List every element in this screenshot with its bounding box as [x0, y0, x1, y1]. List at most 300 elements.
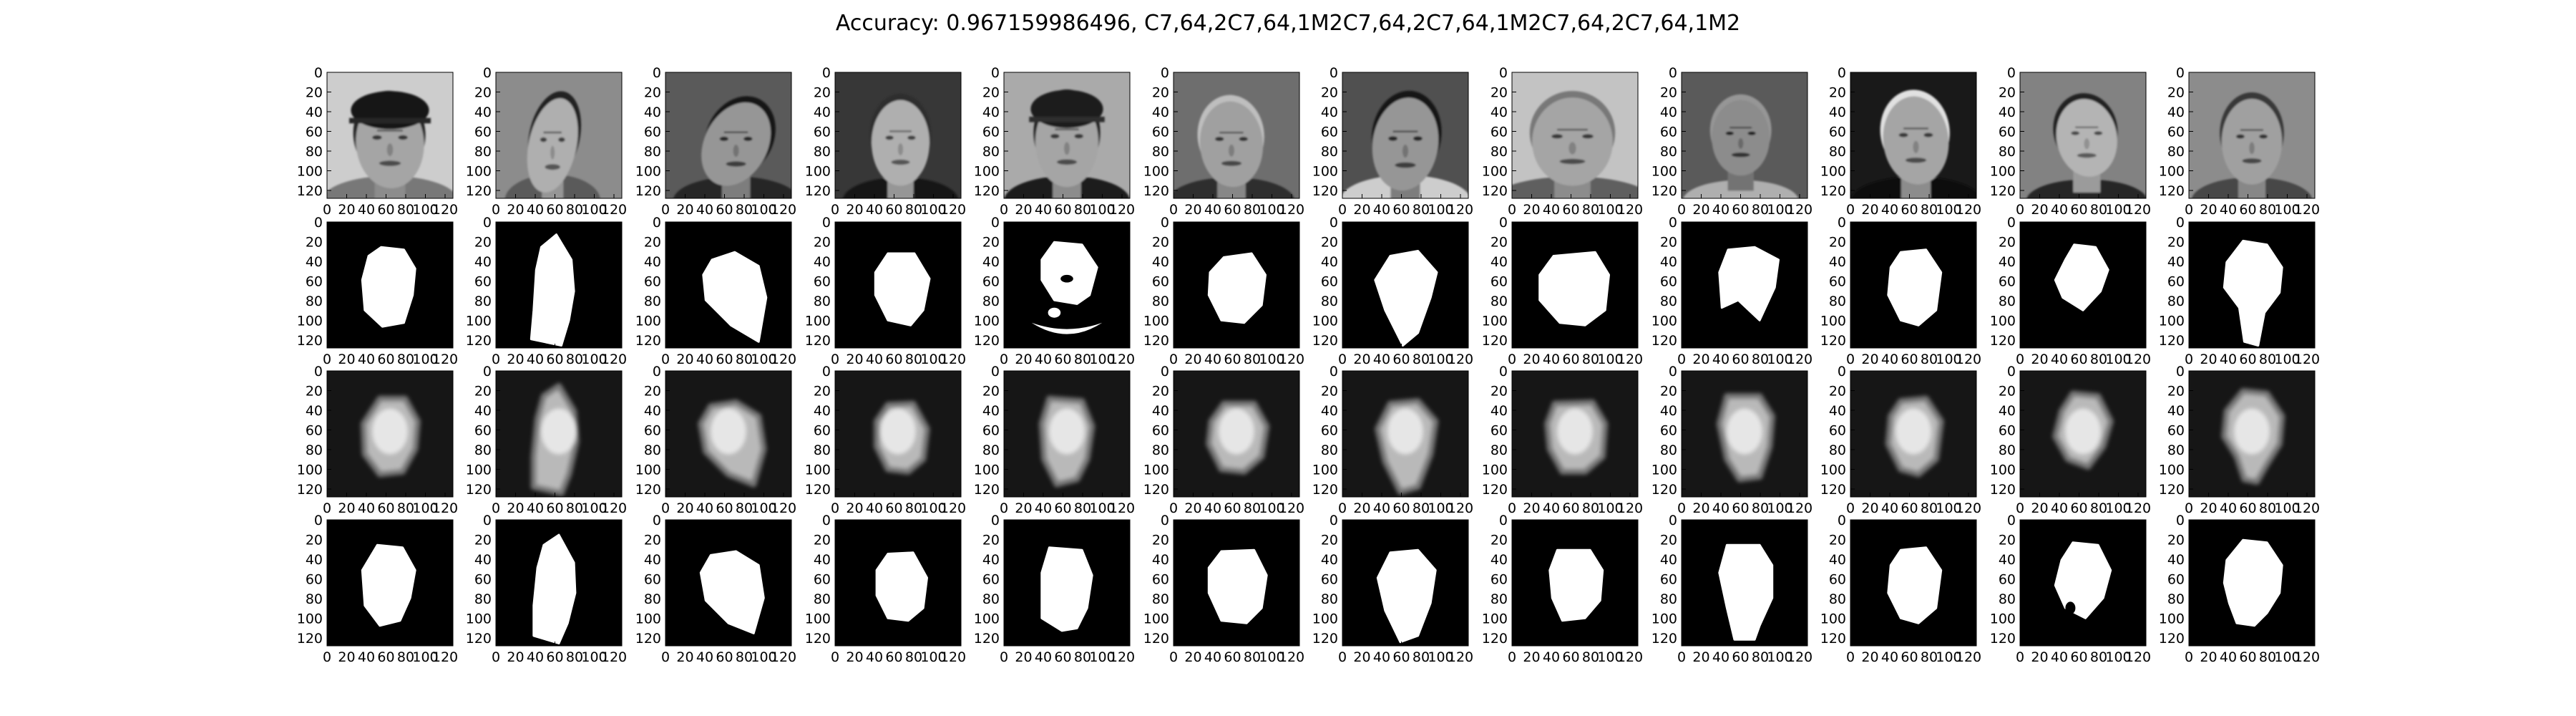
photo-eye-right — [558, 137, 565, 142]
photo-eye-left — [885, 135, 893, 140]
x-tick-label: 0 — [1507, 352, 1517, 367]
x-tick-label: 40 — [2050, 500, 2069, 516]
y-tick-label: 0 — [313, 215, 323, 231]
x-tick-label: 0 — [660, 352, 670, 367]
panel-image — [835, 520, 961, 646]
panel-image — [835, 222, 961, 348]
x-tick-label: 120 — [431, 500, 459, 516]
y-tick-label: 60 — [982, 124, 1000, 140]
y-tick-label: 60 — [982, 422, 1000, 439]
y-tick-label: 80 — [813, 591, 831, 607]
x-tick-label: 0 — [1337, 202, 1347, 218]
x-tick-label: 20 — [846, 649, 864, 665]
x-tick-label: 40 — [865, 500, 884, 516]
x-tick-label: 60 — [377, 352, 395, 367]
photo-eye-right — [1239, 137, 1248, 141]
panel-r1-c4-photo — [805, 65, 966, 224]
y-tick-label: 80 — [1320, 591, 1338, 607]
x-tick-label: 20 — [1015, 500, 1033, 516]
y-tick-label: 100 — [973, 163, 1000, 180]
y-tick-label: 120 — [804, 183, 831, 199]
x-tick-label: 20 — [1692, 202, 1710, 218]
y-tick-label: 40 — [2167, 403, 2185, 419]
panel-r1-c1-photo — [297, 65, 458, 226]
x-tick-label: 80 — [735, 649, 753, 665]
y-tick-label: 20 — [1998, 383, 2016, 400]
x-tick-label: 100 — [920, 500, 947, 516]
y-tick-label: 20 — [1320, 84, 1338, 101]
y-tick-label: 40 — [1320, 254, 1338, 270]
photo-mouth — [379, 160, 401, 166]
x-tick-label: 0 — [1507, 202, 1517, 218]
panel-image — [665, 222, 791, 348]
panel-image — [2020, 222, 2146, 348]
panel-image — [1174, 371, 1299, 497]
y-tick-label: 0 — [990, 513, 1000, 528]
x-tick-label: 20 — [1523, 649, 1541, 665]
y-tick-label: 80 — [474, 294, 492, 309]
y-tick-label: 60 — [474, 571, 492, 588]
x-tick-label: 40 — [1372, 202, 1391, 218]
y-tick-label: 120 — [1989, 631, 2016, 647]
y-tick-label: 100 — [635, 163, 661, 180]
x-tick-label: 100 — [1089, 352, 1116, 367]
y-tick-label: 20 — [1151, 383, 1169, 400]
x-tick-label: 0 — [1507, 649, 1517, 665]
x-tick-label: 60 — [1732, 500, 1750, 516]
x-tick-label: 0 — [1337, 500, 1347, 516]
x-tick-label: 120 — [1955, 352, 1982, 367]
y-tick-label: 40 — [643, 552, 661, 568]
x-tick-label: 80 — [904, 649, 923, 665]
y-tick-label: 0 — [1160, 513, 1169, 528]
y-tick-label: 0 — [652, 364, 661, 379]
x-tick-label: 20 — [507, 352, 525, 367]
x-tick-label: 60 — [1901, 202, 1918, 218]
y-tick-label: 60 — [474, 422, 492, 439]
y-tick-label: 120 — [973, 333, 1000, 349]
photo-brows — [1903, 127, 1928, 130]
y-tick-label: 80 — [1490, 294, 1508, 309]
x-tick-label: 40 — [696, 500, 714, 516]
y-tick-label: 100 — [804, 462, 831, 478]
x-tick-label: 100 — [751, 649, 777, 665]
y-tick-label: 0 — [2175, 65, 2185, 81]
y-tick-label: 100 — [1312, 462, 1338, 478]
y-tick-label: 80 — [1998, 144, 2016, 160]
y-tick-label: 0 — [1498, 513, 1508, 528]
x-tick-label: 100 — [1767, 649, 1793, 665]
y-tick-label: 0 — [2006, 65, 2016, 81]
x-tick-label: 0 — [2015, 352, 2025, 367]
y-tick-label: 120 — [804, 631, 831, 647]
panel-r1-c9-photo — [1652, 65, 1813, 222]
panel-r3-c11-pred — [1990, 364, 2151, 516]
x-tick-label: 60 — [2070, 202, 2088, 218]
y-tick-label: 120 — [635, 333, 661, 349]
x-tick-label: 0 — [2184, 352, 2194, 367]
x-tick-label: 0 — [2015, 500, 2025, 516]
x-tick-label: 100 — [2105, 202, 2132, 218]
prob-core — [1557, 409, 1592, 454]
y-tick-label: 100 — [1312, 313, 1338, 329]
x-tick-label: 120 — [2124, 352, 2152, 367]
panel-r2-c10-truth — [1820, 215, 1981, 367]
y-tick-label: 80 — [1828, 442, 1846, 458]
x-tick-label: 0 — [491, 202, 501, 218]
y-tick-label: 60 — [1998, 274, 2016, 290]
x-tick-label: 120 — [1955, 649, 1982, 665]
y-tick-label: 20 — [1659, 383, 1677, 400]
y-tick-label: 120 — [973, 482, 1000, 498]
y-tick-label: 80 — [1998, 442, 2016, 458]
x-tick-label: 100 — [1259, 500, 1285, 516]
y-tick-label: 60 — [1151, 274, 1169, 290]
x-tick-label: 80 — [1751, 352, 1770, 367]
y-tick-label: 40 — [1151, 105, 1169, 120]
y-tick-label: 120 — [296, 482, 323, 498]
photo-brows — [2240, 129, 2263, 130]
y-tick-label: 80 — [1151, 144, 1169, 160]
x-tick-label: 120 — [1447, 500, 1474, 516]
x-tick-label: 20 — [676, 500, 694, 516]
y-tick-label: 120 — [804, 482, 831, 498]
x-tick-label: 40 — [1372, 500, 1391, 516]
y-tick-label: 100 — [1481, 313, 1508, 329]
y-tick-label: 0 — [1160, 215, 1169, 231]
photo-brows — [1055, 128, 1078, 130]
x-tick-label: 60 — [1562, 202, 1580, 218]
y-tick-label: 80 — [1490, 591, 1508, 607]
y-tick-label: 20 — [474, 383, 492, 400]
y-tick-label: 60 — [643, 422, 661, 439]
panel-r3-c8-pred — [1482, 364, 1643, 516]
x-tick-label: 60 — [1392, 500, 1410, 516]
x-tick-label: 20 — [2200, 500, 2218, 516]
x-tick-label: 40 — [526, 352, 545, 367]
panel-r4-c7-mask — [1312, 513, 1473, 665]
y-tick-label: 120 — [1481, 482, 1508, 498]
y-tick-label: 0 — [482, 513, 492, 528]
photo-eye-left — [1388, 136, 1397, 141]
x-tick-label: 40 — [1542, 500, 1561, 516]
x-tick-label: 20 — [1184, 352, 1202, 367]
y-tick-label: 100 — [465, 462, 492, 478]
panel-r3-c1-pred — [297, 364, 458, 516]
photo-eye-left — [1215, 137, 1224, 141]
panel-r2-c8-truth — [1482, 215, 1643, 367]
y-tick-label: 100 — [1481, 462, 1508, 478]
panel-image — [835, 371, 961, 497]
panel-image — [1512, 371, 1638, 497]
y-tick-label: 80 — [1151, 442, 1169, 458]
y-tick-label: 20 — [643, 532, 661, 548]
y-tick-label: 120 — [635, 482, 661, 498]
x-tick-label: 40 — [2050, 202, 2069, 218]
panel-r3-c4-pred — [805, 364, 966, 516]
y-tick-label: 100 — [1820, 313, 1846, 329]
prob-core — [1727, 409, 1762, 454]
photo-nose — [2084, 138, 2090, 149]
x-tick-label: 40 — [1204, 352, 1222, 367]
photo-eye-left — [2071, 131, 2079, 135]
x-tick-label: 100 — [412, 649, 439, 665]
y-tick-label: 0 — [482, 364, 492, 379]
prob-core — [1219, 409, 1254, 454]
y-tick-label: 100 — [804, 313, 831, 329]
y-tick-label: 120 — [296, 631, 323, 647]
x-tick-label: 100 — [1767, 500, 1793, 516]
panel-r3-c12-pred — [2159, 364, 2320, 516]
x-tick-label: 80 — [1243, 352, 1262, 367]
photo-mouth — [1906, 158, 1926, 163]
y-tick-label: 120 — [1143, 482, 1169, 498]
panel-r4-c10-mask — [1820, 513, 1981, 665]
x-tick-label: 40 — [1204, 649, 1222, 665]
panel-r2-c4-truth — [805, 215, 966, 367]
y-tick-label: 40 — [813, 254, 831, 270]
x-tick-label: 40 — [1712, 500, 1730, 516]
y-tick-label: 60 — [1998, 422, 2016, 439]
x-tick-label: 0 — [2184, 649, 2194, 665]
x-tick-label: 60 — [546, 649, 564, 665]
y-tick-label: 40 — [1151, 552, 1169, 568]
prob-core — [1387, 409, 1423, 454]
x-tick-label: 60 — [2070, 352, 2088, 367]
photo-nose — [1913, 141, 1918, 153]
x-tick-label: 60 — [1562, 500, 1580, 516]
photo-brows — [1393, 130, 1418, 132]
panel-image — [665, 520, 791, 646]
y-tick-label: 60 — [982, 571, 1000, 588]
x-tick-label: 20 — [507, 500, 525, 516]
y-tick-label: 60 — [1320, 274, 1338, 290]
panel-image — [327, 371, 453, 497]
x-tick-label: 0 — [491, 649, 501, 665]
x-tick-label: 40 — [526, 500, 545, 516]
photo-face — [2222, 99, 2282, 185]
x-tick-label: 80 — [2089, 649, 2108, 665]
x-tick-label: 0 — [999, 202, 1009, 218]
x-tick-label: 120 — [1616, 649, 1644, 665]
x-tick-label: 120 — [1108, 202, 1136, 218]
y-tick-label: 20 — [1320, 383, 1338, 400]
y-tick-label: 40 — [2167, 105, 2185, 120]
y-tick-label: 80 — [2167, 144, 2185, 160]
y-tick-label: 100 — [1989, 611, 2016, 627]
x-tick-label: 100 — [1767, 352, 1793, 367]
y-tick-label: 40 — [1998, 403, 2016, 419]
x-tick-label: 0 — [660, 500, 670, 516]
y-tick-label: 80 — [643, 144, 661, 160]
y-tick-label: 0 — [1160, 364, 1169, 379]
x-tick-label: 0 — [1169, 500, 1179, 516]
y-tick-label: 120 — [1820, 183, 1846, 199]
y-tick-label: 100 — [2158, 462, 2185, 478]
y-tick-label: 100 — [1651, 611, 1677, 627]
x-tick-label: 0 — [491, 352, 501, 367]
x-tick-label: 80 — [1412, 500, 1430, 516]
panel-r4-c9-mask — [1652, 513, 1813, 665]
prob-core — [711, 409, 746, 454]
x-tick-label: 100 — [1767, 202, 1793, 218]
panel-r4-c1-mask — [297, 513, 458, 665]
y-tick-label: 80 — [1151, 591, 1169, 607]
y-tick-label: 0 — [2006, 364, 2016, 379]
y-tick-label: 80 — [305, 591, 323, 607]
y-tick-label: 40 — [1828, 254, 1846, 270]
x-tick-label: 0 — [322, 649, 332, 665]
y-tick-label: 80 — [305, 294, 323, 309]
photo-nose — [1064, 142, 1070, 155]
x-tick-label: 60 — [1732, 352, 1750, 367]
y-tick-label: 80 — [813, 144, 831, 160]
x-tick-label: 40 — [865, 352, 884, 367]
photo-eye-left — [1551, 134, 1563, 138]
x-tick-label: 40 — [1372, 649, 1391, 665]
x-tick-label: 60 — [2070, 500, 2088, 516]
y-tick-label: 60 — [643, 124, 661, 140]
x-tick-label: 80 — [1412, 352, 1430, 367]
x-tick-label: 0 — [1845, 202, 1855, 218]
x-tick-label: 100 — [1259, 352, 1285, 367]
y-tick-label: 100 — [1820, 462, 1846, 478]
x-tick-label: 100 — [581, 649, 608, 665]
x-tick-label: 60 — [1224, 352, 1241, 367]
x-tick-label: 80 — [1581, 202, 1600, 218]
y-tick-label: 60 — [2167, 422, 2185, 439]
y-tick-label: 120 — [1481, 183, 1508, 199]
y-tick-label: 40 — [982, 105, 1000, 120]
x-tick-label: 0 — [1677, 649, 1687, 665]
x-tick-label: 100 — [2274, 352, 2301, 367]
prob-core — [1049, 409, 1084, 454]
y-tick-label: 0 — [1498, 364, 1508, 379]
y-tick-label: 100 — [973, 313, 1000, 329]
x-tick-label: 20 — [1015, 649, 1033, 665]
panel-image — [1850, 520, 1976, 646]
x-tick-label: 80 — [1920, 202, 1938, 218]
x-tick-label: 100 — [1089, 500, 1116, 516]
x-tick-label: 60 — [1392, 649, 1410, 665]
y-tick-label: 20 — [1659, 234, 1677, 251]
x-tick-label: 120 — [1447, 649, 1474, 665]
y-tick-label: 120 — [465, 333, 492, 349]
x-tick-label: 40 — [696, 649, 714, 665]
x-tick-label: 0 — [1677, 352, 1687, 367]
y-tick-label: 20 — [813, 383, 831, 400]
x-tick-label: 100 — [1597, 649, 1624, 665]
x-tick-label: 80 — [1751, 202, 1770, 218]
photo-mouth — [892, 160, 910, 165]
x-tick-label: 60 — [1901, 500, 1918, 516]
panel-r1-c7-photo — [1312, 65, 1473, 226]
y-tick-label: 80 — [1659, 442, 1677, 458]
y-tick-label: 40 — [1998, 105, 2016, 120]
y-tick-label: 0 — [2175, 215, 2185, 231]
y-tick-label: 0 — [1668, 364, 1677, 379]
x-tick-label: 100 — [1089, 649, 1116, 665]
y-tick-label: 20 — [982, 234, 1000, 251]
y-tick-label: 40 — [1490, 552, 1508, 568]
pred-mask-region — [877, 553, 927, 621]
x-tick-label: 40 — [357, 352, 376, 367]
panel-r1-c11-photo — [1990, 65, 2151, 223]
x-tick-label: 80 — [1920, 352, 1938, 367]
y-tick-label: 60 — [474, 274, 492, 290]
x-tick-label: 80 — [396, 202, 415, 218]
y-tick-label: 60 — [1490, 422, 1508, 439]
y-tick-label: 40 — [1828, 105, 1846, 120]
panel-r2-c12-truth — [2159, 215, 2320, 367]
y-tick-label: 40 — [1490, 254, 1508, 270]
x-tick-label: 0 — [1677, 202, 1687, 218]
y-tick-label: 80 — [1828, 144, 1846, 160]
x-tick-label: 80 — [735, 202, 753, 218]
x-tick-label: 0 — [660, 202, 670, 218]
panel-grid — [297, 65, 2320, 665]
panel-r2-c1-truth — [297, 215, 458, 367]
photo-nose — [733, 145, 739, 157]
x-tick-label: 60 — [716, 352, 733, 367]
panel-image — [1174, 520, 1299, 646]
x-tick-label: 0 — [322, 500, 332, 516]
x-tick-label: 60 — [1054, 352, 1072, 367]
y-tick-label: 60 — [305, 274, 323, 290]
y-tick-label: 0 — [990, 65, 1000, 81]
y-tick-label: 20 — [813, 234, 831, 251]
y-tick-label: 100 — [1651, 462, 1677, 478]
y-tick-label: 60 — [813, 571, 831, 588]
x-tick-label: 100 — [581, 500, 608, 516]
y-tick-label: 120 — [1481, 631, 1508, 647]
x-tick-label: 80 — [396, 352, 415, 367]
photo-eye-left — [540, 137, 547, 142]
x-tick-label: 40 — [1034, 202, 1053, 218]
y-tick-label: 120 — [1989, 183, 2016, 199]
panel-image — [1512, 520, 1638, 646]
y-tick-label: 0 — [1837, 364, 1846, 379]
x-tick-label: 80 — [1581, 649, 1600, 665]
x-tick-label: 60 — [1901, 649, 1918, 665]
x-tick-label: 40 — [1880, 500, 1899, 516]
panel-image — [1004, 222, 1130, 348]
truth-mask-region — [362, 247, 415, 326]
panel-image — [2020, 520, 2146, 646]
x-tick-label: 20 — [1692, 500, 1710, 516]
x-tick-label: 20 — [2031, 649, 2049, 665]
y-tick-label: 80 — [643, 442, 661, 458]
y-tick-label: 80 — [643, 591, 661, 607]
x-tick-label: 80 — [1073, 500, 1092, 516]
x-tick-label: 20 — [1353, 500, 1371, 516]
y-tick-label: 60 — [1828, 124, 1846, 140]
y-tick-label: 40 — [2167, 552, 2185, 568]
panel-image — [1342, 520, 1468, 646]
y-tick-label: 60 — [813, 422, 831, 439]
y-tick-label: 20 — [1998, 234, 2016, 251]
y-tick-label: 60 — [1320, 124, 1338, 140]
x-tick-label: 20 — [676, 352, 694, 367]
y-tick-label: 40 — [643, 105, 661, 120]
x-tick-label: 120 — [1108, 649, 1136, 665]
panel-image — [496, 222, 622, 348]
x-tick-label: 120 — [2124, 649, 2152, 665]
x-tick-label: 80 — [1073, 202, 1092, 218]
y-tick-label: 80 — [474, 442, 492, 458]
y-tick-label: 40 — [813, 552, 831, 568]
x-tick-label: 20 — [338, 352, 356, 367]
